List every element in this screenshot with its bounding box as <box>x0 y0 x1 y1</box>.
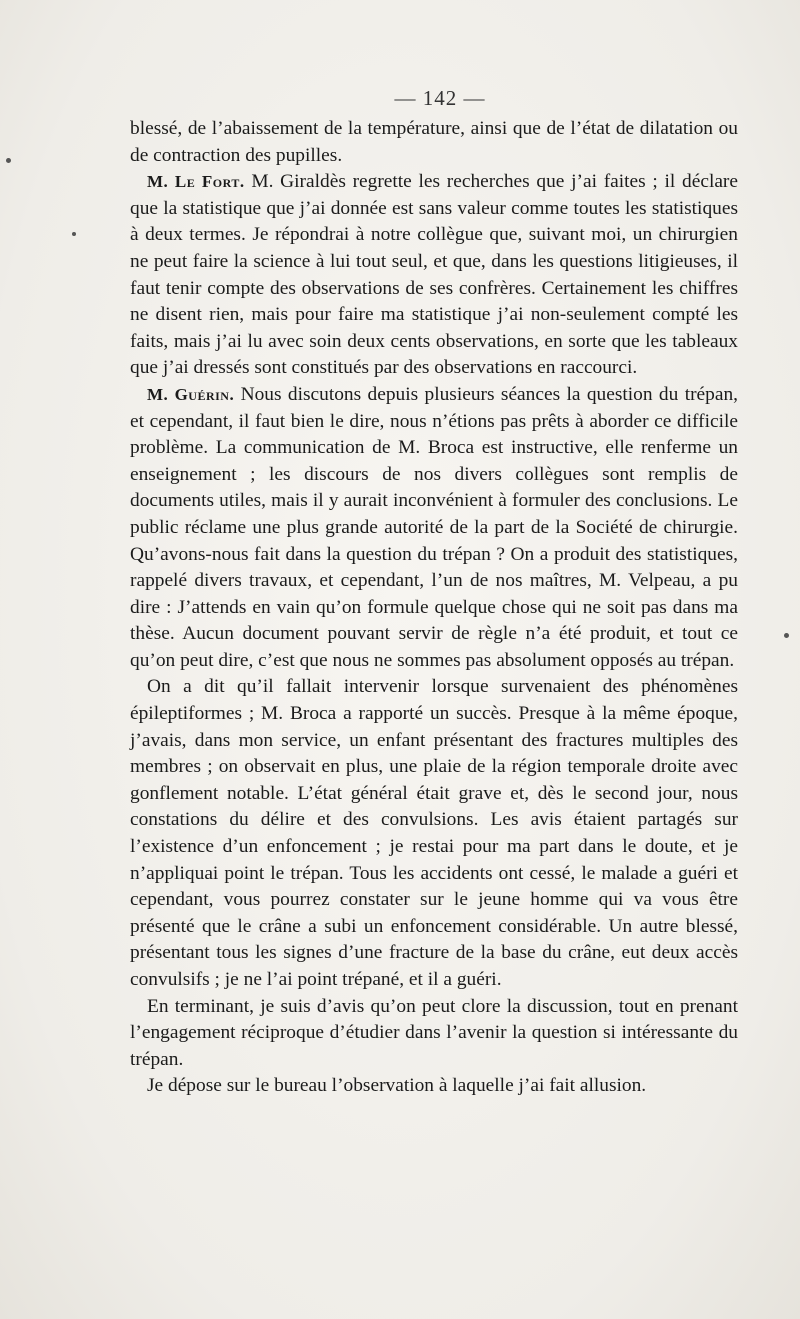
paragraph-text: On a dit qu’il fallait intervenir lorsque survenaient des phénomènes épileptiformes ; M. Broca a rapporté un succès. Presque à la même époque, j’avais, dans mon service, un enfant présentant des fractures multiples des membres ; on observait en plus, une plaie de la région temporale droite avec gonflement notable. L’état général était grave et, dès le second jour, nous constations du délire et des convulsions. Les avis étaient partagés sur l’existence d’un enfoncement ; je restai pour ma part dans le doute, et je n’appliquai point le trépan. Tous les accidents ont cessé, le malade a guéri et cependant, vous pourrez constater sur le jeune homme qui va vous être présenté que le crâne a subi un enfoncement considérable. Un autre blessé, présentant tous les signes d’une fracture de la base du crâne, eut deux accès convulsifs ; je ne l’ai point trépané, et il a guéri. <box>130 676 738 990</box>
page-number: — 142 — <box>394 86 486 110</box>
body-text <box>130 116 738 1100</box>
paragraph-1 <box>130 116 738 169</box>
paragraph-6 <box>130 1073 738 1100</box>
print-speck <box>6 158 11 163</box>
paragraph-text: blessé, de l’abaissement de la température, ainsi que de l’état de dilatation ou de contraction des pupilles. <box>130 118 738 166</box>
paragraph-3 <box>130 382 738 675</box>
paragraph-text: En terminant, je suis d’avis qu’on peut clore la discussion, tout en prenant l’engagement réciproque d’étudier dans l’avenir la question si intéressante du trépan. <box>130 995 738 1070</box>
print-speck <box>72 232 76 236</box>
paragraph-text: Nous discutons depuis plusieurs séances la question du trépan, et cependant, il faut bien le dire, nous n’étions pas prêts à aborder ce difficile problème. La communication de M. Broca est instructive, elle renferme un enseignement ; les discours de nos divers collègues sont remplis de documents utiles, mais il y aurait inconvénient à formuler des conclusions. Le public réclame une plus grande autorité de la part de la Société de chirurgie. Qu’avons-nous fait dans la question du trépan ? On a produit des statistiques, rappelé divers travaux, et cependant, l’un de nos maîtres, M. Velpeau, a pu dire : J’attends en vain qu’on formule quelque chose qui ne soit pas dans ma thèse. Aucun document pouvant servir de règle n’a été produit, et tout ce qu’on peut dire, c’est que nous ne sommes pas absolument opposés au trépan. <box>130 383 738 671</box>
print-speck <box>784 633 789 638</box>
speaker-le-fort: M. Le Fort. <box>147 172 245 192</box>
paragraph-text: M. Giraldès regrette les recherches que j’ai faites ; il déclare que la statistique que j’ai donnée est sans valeur comme toutes les statistiques à deux termes. Je répondrai à notre collègue que, suivant moi, un chirurgien ne peut faire la science à lui tout seul, et que, dans les questions litigieuses, il faut tenir compte des observations de ses confrères. Certainement les chiffres ne disent rien, mais pour faire ma statistique j’ai non-seulement compté les faits, mais j’ai lu avec soin deux cents observations, en sorte que les tableaux que j’ai dressés sont constitués par des observations en raccourci. <box>130 171 739 379</box>
paragraph-5 <box>130 994 738 1074</box>
paragraph-2 <box>130 169 738 382</box>
paragraph-4 <box>130 674 738 993</box>
paragraph-text: Je dépose sur le bureau l’observation à laquelle j’ai fait allusion. <box>147 1075 647 1097</box>
speaker-guerin: M. Guérin. <box>147 384 235 404</box>
